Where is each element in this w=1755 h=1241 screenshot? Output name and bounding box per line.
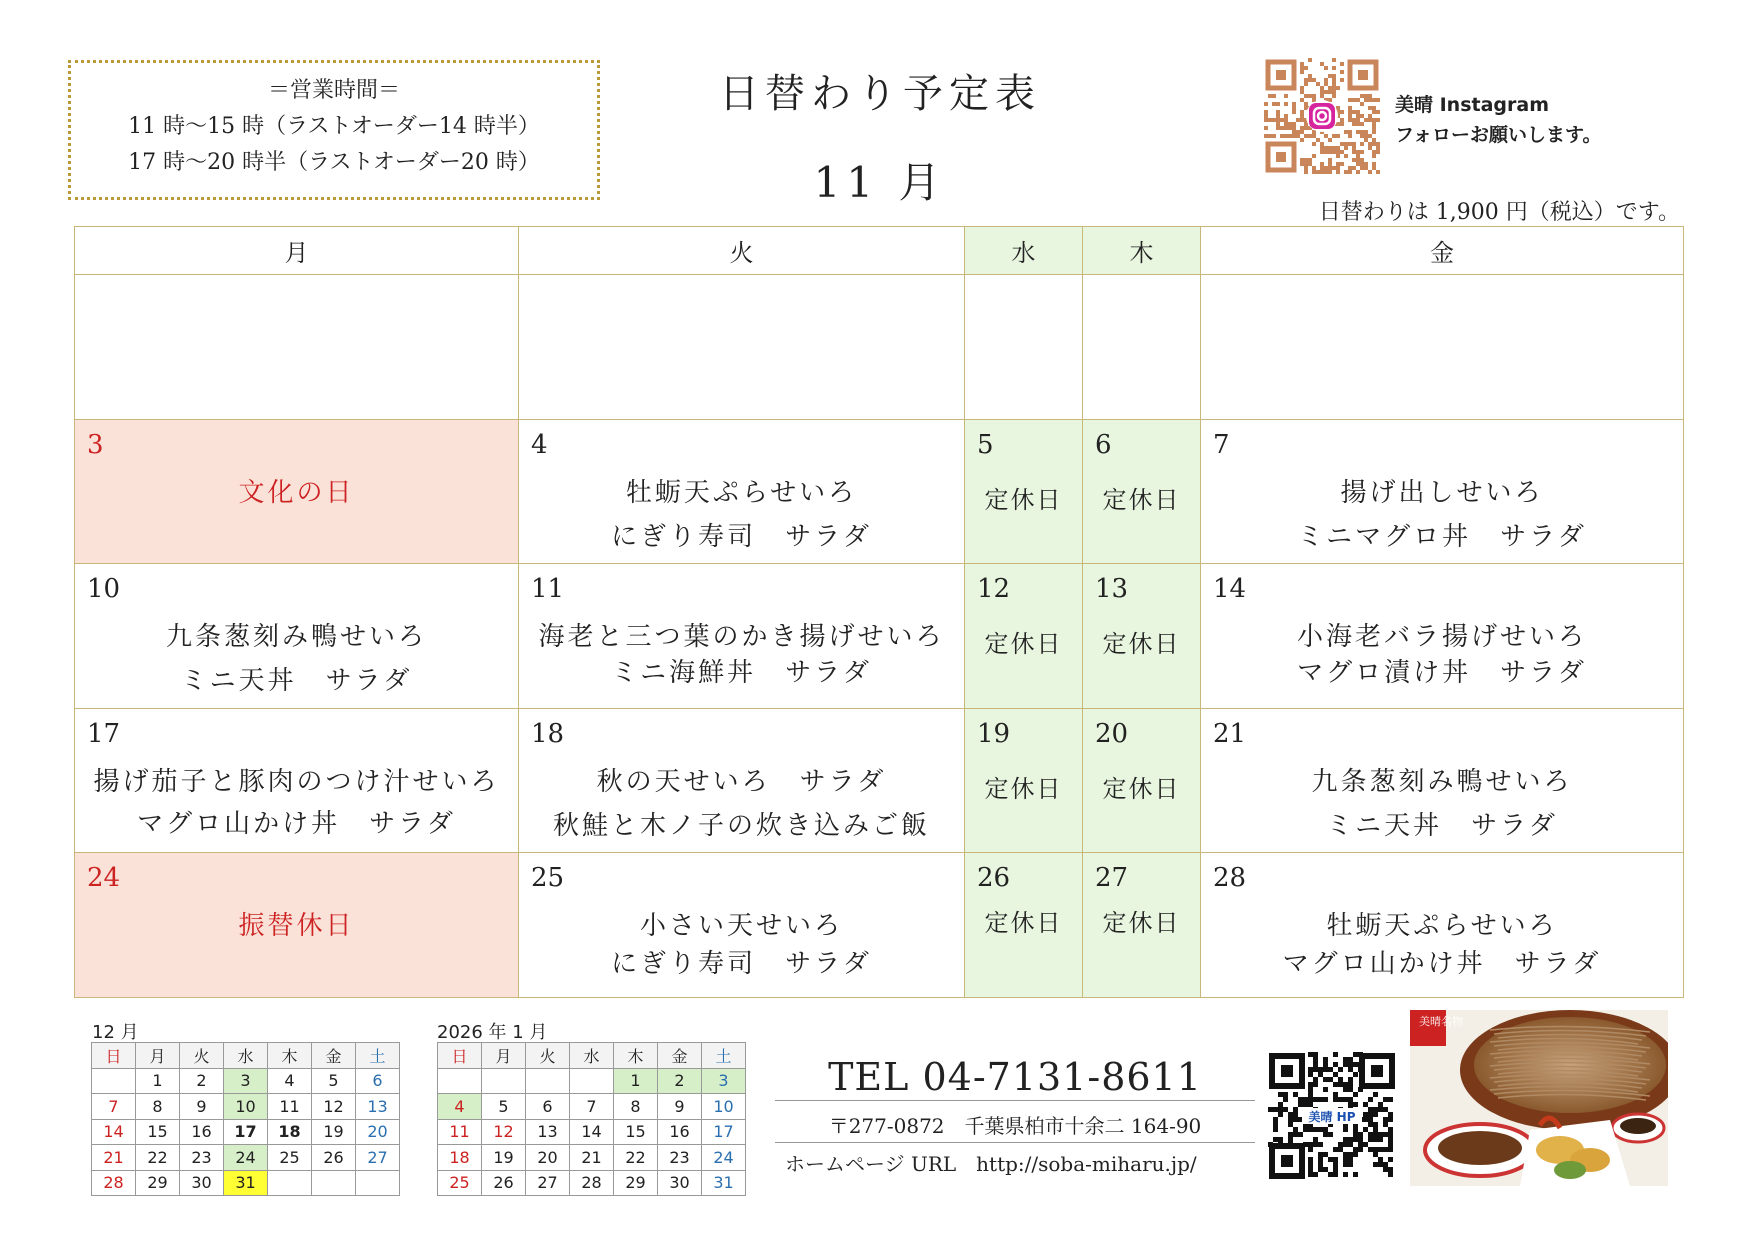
mini-calendar-week-row	[438, 1094, 746, 1120]
day-cell	[75, 564, 519, 709]
mini-calendar-day: 19	[482, 1145, 526, 1171]
calendar-week	[75, 853, 1684, 998]
closed-label: 定休日	[984, 485, 1063, 514]
day-cell	[1201, 708, 1684, 853]
mini-calendar-day: 28	[570, 1170, 614, 1196]
day-cell	[519, 419, 965, 564]
mini-calendar-day	[92, 1068, 136, 1094]
mini-calendar-day: 15	[136, 1119, 180, 1145]
page-title: 日替わり予定表	[719, 71, 1041, 117]
mini-calendar-day: 19	[312, 1119, 356, 1145]
day-cell	[1201, 419, 1684, 564]
divider	[775, 1142, 1255, 1143]
day-cell-empty	[1201, 275, 1684, 420]
day-number: 27	[1095, 863, 1129, 894]
mini-calendar-day: 20	[356, 1119, 400, 1145]
mini-calendar-day: 29	[136, 1170, 180, 1196]
mini-calendar-week-row	[92, 1068, 400, 1094]
day-cell-closed	[965, 564, 1083, 709]
mini-calendar-day: 20	[526, 1145, 570, 1171]
menu-main: 九条葱刻み鴨せいろ	[1311, 766, 1573, 797]
mini-calendar-day: 7	[92, 1094, 136, 1120]
closed-label: 定休日	[1102, 909, 1181, 938]
weekday-header-row	[75, 227, 1684, 275]
day-cell-empty	[519, 275, 965, 420]
weekday-mon: 月	[75, 227, 519, 275]
day-cell-closed	[1083, 708, 1201, 853]
mini-calendar-weekday: 日	[438, 1043, 482, 1069]
mini-calendar-header-row	[438, 1043, 746, 1069]
menu-side: にぎり寿司 サラダ	[611, 949, 872, 980]
instagram-label: 美晴 Instagram	[1395, 94, 1550, 116]
mini-calendar-day: 1	[136, 1068, 180, 1094]
day-number: 3	[87, 429, 104, 460]
weekday-thu: 木	[1083, 227, 1201, 275]
mini-calendar-week-row	[92, 1094, 400, 1120]
mini-calendar-weekday: 土	[702, 1043, 746, 1069]
mini-calendar-day: 29	[614, 1170, 658, 1196]
day-cell-closed	[965, 853, 1083, 998]
mini-calendar-day	[570, 1068, 614, 1094]
closed-label: 定休日	[1102, 485, 1181, 514]
mini-calendar-weekday: 月	[482, 1043, 526, 1069]
menu-side: ミニ天丼 サラダ	[1326, 810, 1558, 841]
menu-side: 秋鮭と木ノ子の炊き込みご飯	[552, 810, 930, 841]
day-number: 28	[1213, 863, 1247, 894]
mini-calendar-day: 25	[268, 1145, 312, 1171]
calendar-week	[75, 564, 1684, 709]
menu-main: 揚げ茄子と豚肉のつけ汁せいろ	[93, 766, 500, 797]
mini-calendar-day: 8	[614, 1094, 658, 1120]
mini-calendar-day: 17	[702, 1119, 746, 1145]
mini-calendar-day: 6	[526, 1094, 570, 1120]
mini-calendar-day	[268, 1170, 312, 1196]
day-number: 14	[1213, 574, 1247, 605]
day-number: 26	[977, 863, 1011, 894]
mini-calendar-weekday: 金	[312, 1043, 356, 1069]
day-cell-closed	[1083, 564, 1201, 709]
mini-calendar-day: 3	[702, 1068, 746, 1094]
menu-main: 海老と三つ葉のかき揚げせいろ	[538, 622, 945, 653]
menu-main: 牡蛎天ぷらせいろ	[625, 477, 858, 508]
mini-calendar-day: 9	[180, 1094, 224, 1120]
day-cell	[1201, 564, 1684, 709]
menu-side: にぎり寿司 サラダ	[611, 521, 872, 552]
mini-calendar-day: 18	[438, 1145, 482, 1171]
mini-calendar-day: 11	[268, 1094, 312, 1120]
mini-calendar-weekday: 火	[180, 1043, 224, 1069]
telephone-number: TEL 04-7131-8611	[828, 1055, 1202, 1099]
homepage-qr-icon[interactable]	[1268, 1052, 1396, 1180]
day-number: 10	[87, 574, 121, 605]
day-number: 25	[531, 863, 565, 894]
weekday-fri: 金	[1201, 227, 1684, 275]
price-note: 日替わりは 1,900 円（税込）です。	[1318, 200, 1680, 225]
daily-menu-calendar	[74, 226, 1684, 998]
calendar-week	[75, 419, 1684, 564]
address: 〒277-0872 千葉県柏市十余二 164-90	[828, 1114, 1202, 1138]
mini-calendar-week-row	[92, 1145, 400, 1171]
mini-calendar-weekday: 木	[268, 1043, 312, 1069]
business-hours-box	[68, 60, 600, 200]
mini-calendar-day: 13	[526, 1119, 570, 1145]
menu-main: 小海老バラ揚げせいろ	[1296, 622, 1587, 653]
menu-side: マグロ漬け丼 サラダ	[1297, 658, 1587, 689]
mini-calendar-day: 5	[312, 1068, 356, 1094]
mini-calendar-week-row	[438, 1119, 746, 1145]
month-label: 11 月	[813, 158, 947, 207]
mini-calendar-day: 2	[658, 1068, 702, 1094]
mini-calendar-day: 8	[136, 1094, 180, 1120]
instagram-follow-text: フォローお願いします。	[1395, 124, 1602, 146]
mini-calendar-weekday: 日	[92, 1043, 136, 1069]
weekday-wed: 水	[965, 227, 1083, 275]
mini-calendar-day: 13	[356, 1094, 400, 1120]
day-cell-holiday	[75, 419, 519, 564]
mini-calendar-day: 27	[526, 1170, 570, 1196]
mini-calendar-day: 31	[224, 1170, 268, 1196]
day-number: 11	[531, 574, 565, 605]
mini-calendar-dec-title: 12 月	[92, 1022, 139, 1043]
day-cell-closed	[965, 419, 1083, 564]
hours-lunch: 11 時～15 時（ラストオーダー14 時半）	[128, 114, 540, 139]
day-cell	[519, 708, 965, 853]
mini-calendar-day: 25	[438, 1170, 482, 1196]
day-number: 20	[1095, 718, 1129, 749]
mini-calendar-day: 24	[702, 1145, 746, 1171]
day-cell-empty	[1083, 275, 1201, 420]
mini-calendar-day: 3	[224, 1068, 268, 1094]
mini-calendar-day: 22	[136, 1145, 180, 1171]
mini-calendar-day: 28	[92, 1170, 136, 1196]
closed-label: 定休日	[1102, 774, 1181, 803]
day-number: 24	[87, 863, 121, 894]
mini-calendar-jan	[437, 1042, 746, 1196]
mini-calendar-day: 26	[482, 1170, 526, 1196]
mini-calendar-day: 31	[702, 1170, 746, 1196]
mini-calendar-day	[438, 1068, 482, 1094]
mini-calendar-day: 16	[658, 1119, 702, 1145]
day-number: 13	[1095, 574, 1129, 605]
closed-label: 定休日	[984, 774, 1063, 803]
mini-calendar-day: 30	[180, 1170, 224, 1196]
holiday-name: 振替休日	[238, 911, 355, 942]
day-cell	[519, 564, 965, 709]
menu-main: 小さい天せいろ	[639, 911, 843, 942]
mini-calendar-day: 14	[92, 1119, 136, 1145]
mini-calendar-day: 15	[614, 1119, 658, 1145]
mini-calendar-day: 17	[224, 1119, 268, 1145]
mini-calendar-weekday: 木	[614, 1043, 658, 1069]
mini-calendar-day	[312, 1170, 356, 1196]
day-cell-holiday	[75, 853, 519, 998]
menu-side: マグロ山かけ丼 サラダ	[137, 808, 456, 839]
mini-calendar-week-row	[438, 1068, 746, 1094]
mini-calendar-day: 14	[570, 1119, 614, 1145]
menu-main: 牡蛎天ぷらせいろ	[1326, 911, 1558, 942]
closed-label: 定休日	[984, 630, 1063, 659]
mini-calendar-day: 16	[180, 1119, 224, 1145]
mini-calendar-day: 26	[312, 1145, 356, 1171]
menu-main: 九条葱刻み鴨せいろ	[165, 622, 427, 653]
mini-calendar-day: 21	[570, 1145, 614, 1171]
menu-side: ミニ天丼 サラダ	[180, 666, 413, 697]
holiday-name: 文化の日	[238, 477, 355, 508]
menu-main: 揚げ出しせいろ	[1340, 477, 1544, 508]
menu-side: ミニマグロ丼 サラダ	[1297, 521, 1587, 552]
mini-calendar-day: 10	[224, 1094, 268, 1120]
soba-tempura-photo	[1410, 1010, 1668, 1186]
mini-calendar-day: 18	[268, 1119, 312, 1145]
divider	[775, 1100, 1255, 1101]
day-number: 7	[1213, 429, 1230, 460]
mini-calendar-week-row	[92, 1119, 400, 1145]
mini-calendar-day: 12	[312, 1094, 356, 1120]
weekday-tue: 火	[519, 227, 965, 275]
day-number: 17	[87, 718, 121, 749]
instagram-qr-icon[interactable]	[1264, 58, 1380, 174]
menu-side: マグロ山かけ丼 サラダ	[1282, 949, 1602, 980]
mini-calendar-day: 27	[356, 1145, 400, 1171]
mini-calendar-dec	[91, 1042, 400, 1196]
mini-calendar-weekday: 水	[570, 1043, 614, 1069]
mini-calendar-weekday: 土	[356, 1043, 400, 1069]
mini-calendar-day	[482, 1068, 526, 1094]
day-number: 4	[531, 429, 548, 460]
menu-side: ミニ海鮮丼 サラダ	[611, 658, 872, 689]
mini-calendar-day: 10	[702, 1094, 746, 1120]
day-number: 21	[1213, 718, 1247, 749]
mini-calendar-jan-title: 2026 年 1 月	[437, 1022, 548, 1043]
mini-calendar-week-row	[438, 1145, 746, 1171]
mini-calendar-day	[526, 1068, 570, 1094]
homepage-url[interactable]: ホームページ URL http://soba-miharu.jp/	[785, 1152, 1197, 1176]
hours-title: ＝営業時間＝	[267, 78, 400, 103]
day-number: 5	[977, 429, 994, 460]
mini-calendar-day: 11	[438, 1119, 482, 1145]
day-number: 6	[1095, 429, 1112, 460]
mini-calendar-week-row	[92, 1170, 400, 1196]
menu-main: 秋の天せいろ サラダ	[596, 766, 887, 797]
day-cell	[519, 853, 965, 998]
qr-hp-label: 美晴 HP	[1308, 1110, 1356, 1124]
mini-calendar-day: 1	[614, 1068, 658, 1094]
mini-calendar-day: 6	[356, 1068, 400, 1094]
calendar-week-blank	[75, 275, 1684, 420]
day-cell	[1201, 853, 1684, 998]
mini-calendar-day: 30	[658, 1170, 702, 1196]
mini-calendar-day: 7	[570, 1094, 614, 1120]
day-cell-closed	[965, 708, 1083, 853]
day-cell-empty	[75, 275, 519, 420]
mini-calendar-day: 22	[614, 1145, 658, 1171]
mini-calendar-weekday: 月	[136, 1043, 180, 1069]
mini-calendar-week-row	[438, 1170, 746, 1196]
mini-calendar-day: 23	[658, 1145, 702, 1171]
closed-label: 定休日	[984, 909, 1063, 938]
hours-dinner: 17 時～20 時半（ラストオーダー20 時）	[128, 150, 540, 175]
mini-calendar-header-row	[92, 1043, 400, 1069]
mini-calendar-day: 4	[438, 1094, 482, 1120]
mini-calendar-day: 2	[180, 1068, 224, 1094]
mini-calendar-day: 24	[224, 1145, 268, 1171]
photo-label: 美晴名物	[1419, 1015, 1463, 1028]
day-number: 12	[977, 574, 1011, 605]
day-number: 19	[977, 718, 1011, 749]
mini-calendar-weekday: 水	[224, 1043, 268, 1069]
closed-label: 定休日	[1102, 630, 1181, 659]
mini-calendar-day: 5	[482, 1094, 526, 1120]
day-cell-closed	[1083, 853, 1201, 998]
mini-calendar-day	[356, 1170, 400, 1196]
day-cell-closed	[1083, 419, 1201, 564]
mini-calendar-day: 4	[268, 1068, 312, 1094]
day-cell-empty	[965, 275, 1083, 420]
mini-calendar-weekday: 火	[526, 1043, 570, 1069]
mini-calendar-weekday: 金	[658, 1043, 702, 1069]
day-number: 18	[531, 718, 565, 749]
mini-calendar-day: 9	[658, 1094, 702, 1120]
mini-calendar-day: 23	[180, 1145, 224, 1171]
mini-calendar-day: 12	[482, 1119, 526, 1145]
calendar-week	[75, 708, 1684, 853]
day-cell	[75, 708, 519, 853]
mini-calendar-day: 21	[92, 1145, 136, 1171]
